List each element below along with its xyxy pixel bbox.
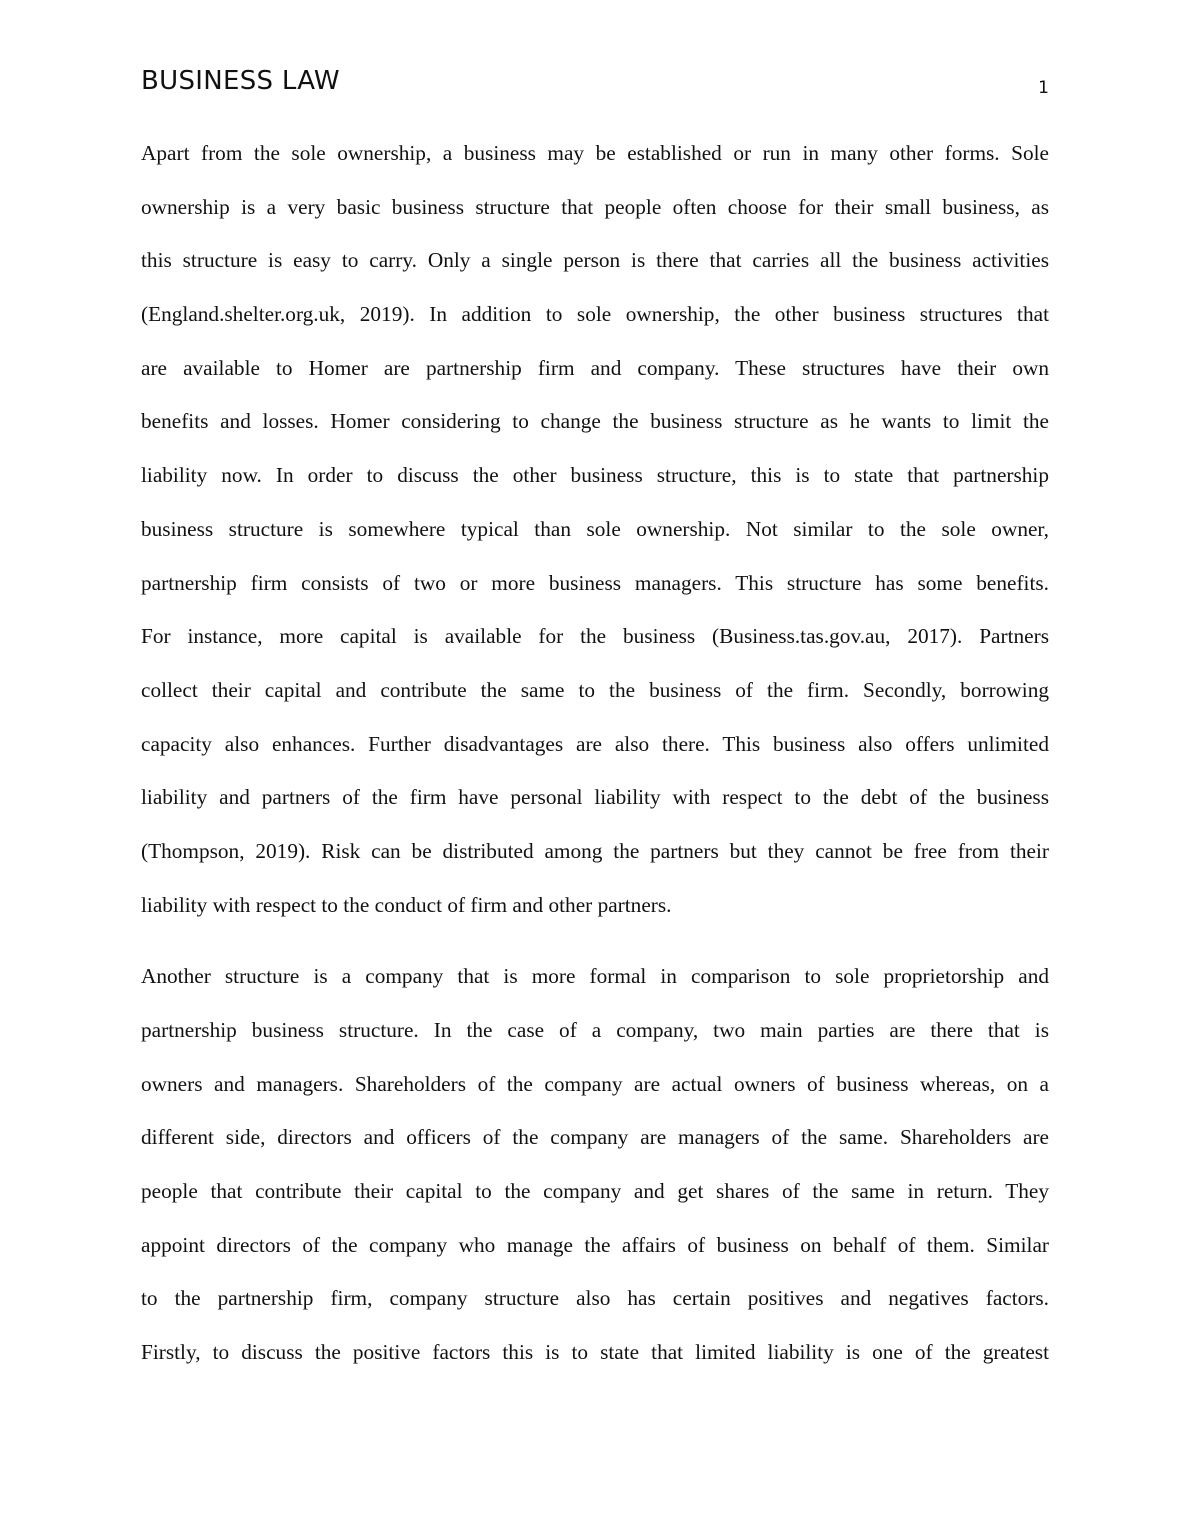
text-line: liability and partners of the firm have personal liability with respect to the debt of the business: [141, 785, 1049, 810]
text-line: Another structure is a company that is more formal in comparison to sole proprietorship and: [141, 964, 1049, 989]
text-line: partnership firm consists of two or more business managers. This structure has some benefits.: [141, 570, 1049, 595]
text-line: benefits and losses. Homer considering to change the business structure as he wants to limit the: [141, 409, 1049, 434]
text-line: appoint directors of the company who manage the affairs of business on behalf of them. Similar: [141, 1232, 1049, 1257]
text-line: business structure is somewhere typical than sole ownership. Not similar to the sole owner,: [141, 516, 1049, 541]
text-line: ownership is a very basic business structure that people often choose for their small business, as: [141, 194, 1049, 219]
body-text: [141, 127, 1049, 1398]
text-line: collect their capital and contribute the same to the business of the firm. Secondly, borrowing: [141, 677, 1049, 702]
text-line: to the partnership firm, company structure also has certain positives and negatives factors.: [141, 1286, 1049, 1311]
text-line: are available to Homer are partnership firm and company. These structures have their own: [141, 355, 1049, 380]
text-line: owners and managers. Shareholders of the company are actual owners of business whereas, on a: [141, 1071, 1049, 1096]
running-head-title: BUSINESS LAW: [141, 66, 340, 96]
text-line: (Thompson, 2019). Risk can be distributed among the partners but they cannot be free from their: [141, 838, 1049, 863]
text-line: this structure is easy to carry. Only a single person is there that carries all the business activities: [141, 248, 1049, 273]
text-line: (England.shelter.org.uk, 2019). In addition to sole ownership, the other business structures that: [141, 302, 1049, 327]
text-line: different side, directors and officers of the company are managers of the same. Shareholders are: [141, 1125, 1049, 1150]
text-line: Firstly, to discuss the positive factors this is to state that limited liability is one of the greatest: [141, 1340, 1049, 1365]
text-line: Apart from the sole ownership, a business may be established or run in many other forms. Sole: [141, 141, 1049, 165]
text-line: people that contribute their capital to the company and get shares of the same in return. They: [141, 1179, 1049, 1204]
paragraph-1: [141, 127, 1049, 932]
page-header: [141, 66, 1049, 106]
page-number: 1: [1038, 78, 1049, 98]
paragraph-2: [141, 950, 1049, 1380]
text-line: liability now. In order to discuss the other business structure, this is to state that partnership: [141, 463, 1049, 488]
text-line: partnership business structure. In the case of a company, two main parties are there that is: [141, 1018, 1049, 1042]
text-line: capacity also enhances. Further disadvantages are also there. This business also offers unlimited: [141, 731, 1049, 756]
text-line: For instance, more capital is available for the business (Business.tas.gov.au, 2017). Partners: [141, 624, 1049, 649]
text-line: liability with respect to the conduct of firm and other partners.: [141, 892, 672, 917]
